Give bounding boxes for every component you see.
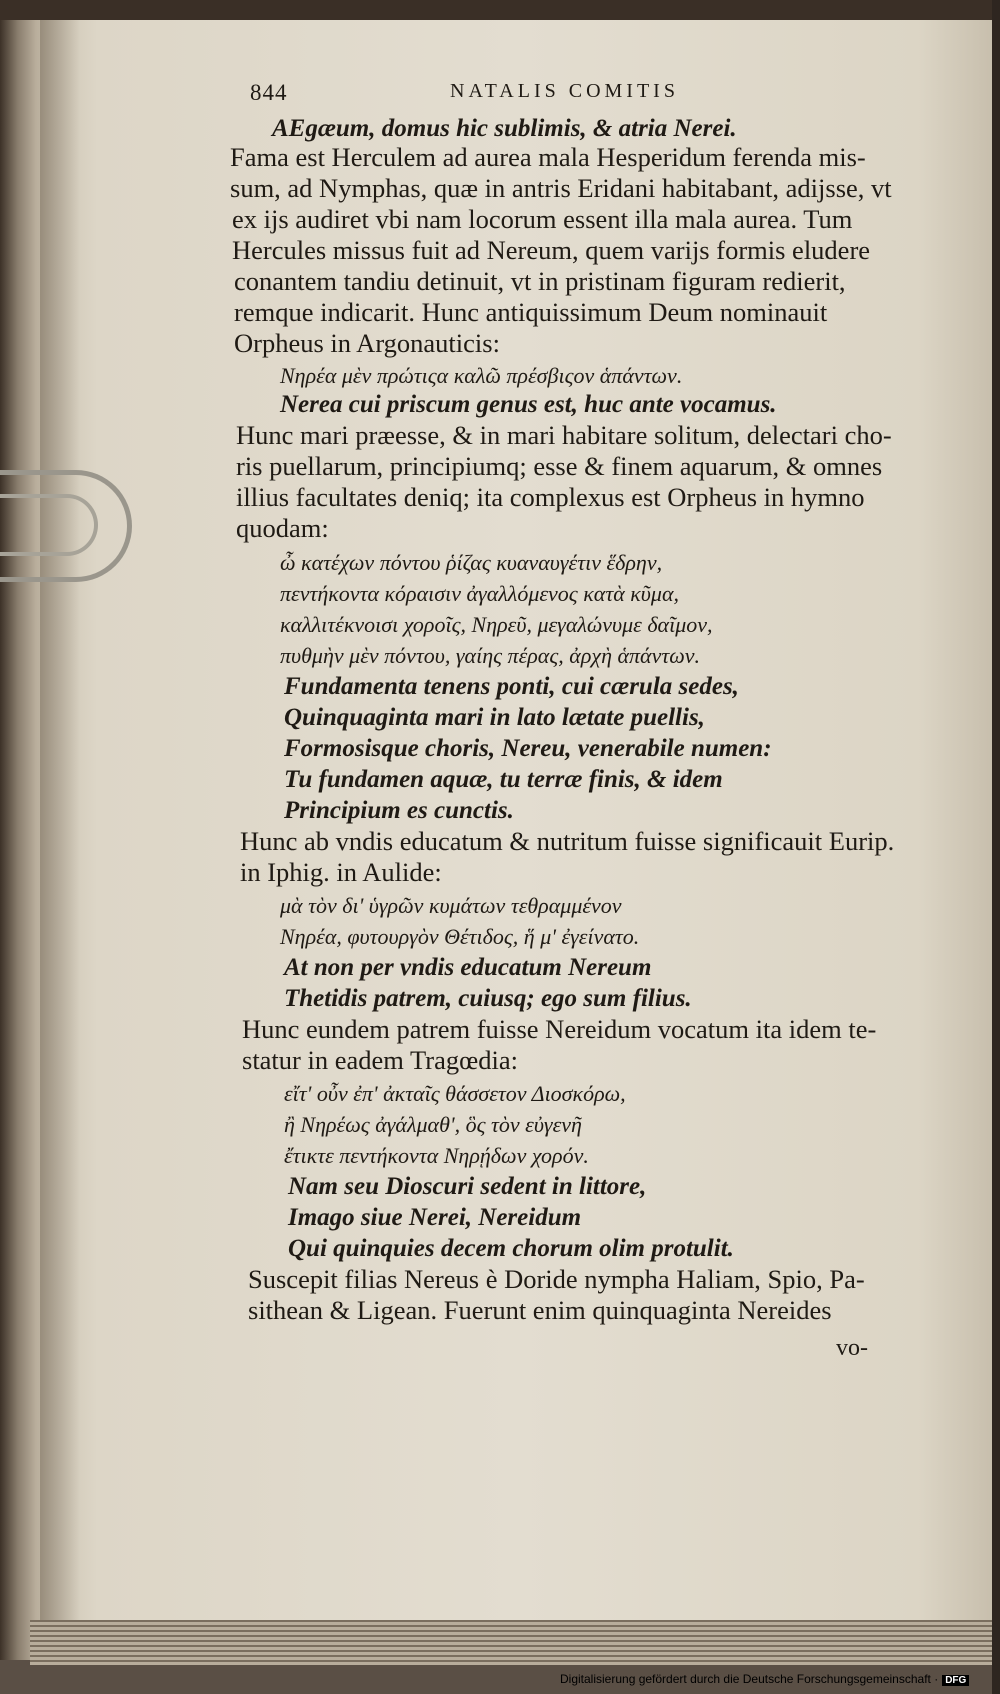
greek-line: εἴτ' οὖν ἐπ' ἀκταῖς θάσσετον Διοσκόρω, [284, 1081, 626, 1106]
text-line: illius facultates deniq; ita complexus est Orpheus in hymno [236, 482, 865, 512]
scan-right-edge [992, 0, 1000, 1694]
digitization-footer [560, 1672, 1000, 1692]
footer-text: Digitalisierung gefördert durch die Deutsche Forschungsgemeinschaft · [560, 1672, 939, 1686]
text-line: Hunc mari præesse, & in mari habitare solitum, delectari cho- [236, 420, 892, 450]
paper-clip-icon [0, 470, 138, 582]
text-line: conantem tandiu detinuit, vt in pristinam figuram redierit, [234, 266, 846, 296]
text-line: Hunc ab vndis educatum & nutritum fuisse significauit Eurip. [240, 826, 895, 856]
text-line: Hercules missus fuit ad Nereum, quem varijs formis eludere [232, 235, 871, 265]
text-line: in Iphig. in Aulide: [240, 857, 442, 887]
page-header [250, 80, 930, 110]
text-line: sum, ad Nymphas, quæ in antris Eridani habitabant, adijsse, vt [230, 173, 892, 203]
verse-line: Tu fundamen aquæ, tu terræ finis, & idem [284, 766, 723, 793]
catchword: vo- [836, 1335, 868, 1361]
text-line: remque indicarit. Hunc antiquissimum Deum nominauit [234, 297, 828, 327]
text-line: ex ijs audiret vbi nam locorum essent illa mala aurea. Tum [232, 204, 853, 234]
verse-line: Fundamenta tenens ponti, cui cærula sedes, [284, 673, 739, 700]
greek-line: Νηρέα μὲν πρώτιςα καλῶ πρέσβιςον ἁπάντων. [280, 363, 683, 388]
text-line: Orpheus in Argonauticis: [234, 328, 500, 358]
text-line: statur in eadem Tragœdia: [242, 1045, 518, 1075]
text-line: sithean & Ligean. Fuerunt enim quinquaginta Nereides [248, 1295, 832, 1325]
text-line: Fama est Herculem ad aurea mala Hesperidum ferenda mis- [230, 142, 866, 172]
verse-line: At non per vndis educatum Nereum [284, 954, 652, 981]
text-line: Hunc eundem patrem fuisse Nereidum vocatum ita idem te- [242, 1014, 877, 1044]
greek-line: ἢ Νηρέως ἀγάλμαθ', ὃς τὸν εὐγενῆ [284, 1112, 582, 1137]
gutter-shadow [40, 20, 80, 1660]
greek-line: πεντήκοντα κόραισιν ἀγαλλόμενος κατὰ κῦμα, [280, 581, 679, 606]
dfg-logo: DFG [942, 1675, 969, 1686]
page-number: 844 [250, 80, 288, 105]
verse-line: Formosisque choris, Nereu, venerabile numen: [284, 735, 772, 762]
running-head: NATALIS COMITIS [450, 80, 679, 102]
verse-line: Principium es cunctis. [284, 797, 514, 824]
greek-line: Νηρέα, φυτουργὸν Θέτιδος, ἥ μ' ἐγείνατο. [280, 924, 640, 949]
verse-line: Quinquaginta mari in lato lætate puellis, [284, 704, 705, 731]
greek-line: μὰ τὸν δι' ὑγρῶν κυμάτων τεθραμμένον [280, 893, 622, 918]
text-line: Suscepit filias Nereus è Doride nympha Haliam, Spio, Pa- [248, 1264, 865, 1294]
greek-line: πυθμὴν μὲν πόντου, γαίης πέρας, ἀρχὴ ἁπάντων. [280, 643, 701, 668]
scan-top-edge [0, 0, 1000, 22]
verse-line: AEgæum, domus hic sublimis, & atria Nerei. [272, 115, 737, 142]
verse-line: Qui quinquies decem chorum olim protulit. [288, 1235, 734, 1262]
verse-line: Thetidis patrem, cuiusq; ego sum filius. [284, 985, 692, 1012]
greek-line: καλλιτέκνοισι χοροῖς, Νηρεῦ, μεγαλώνυμε δαῖμον, [280, 612, 713, 637]
greek-line: ἔτικτε πεντήκοντα Νηρῄδων χορόν. [284, 1143, 589, 1168]
page-stack-bottom [30, 1620, 995, 1665]
verse-line: Nam seu Dioscuri sedent in littore, [288, 1173, 647, 1200]
text-line: quodam: [236, 513, 329, 543]
text-line: ris puellarum, principiumq; esse & finem aquarum, & omnes [236, 451, 883, 481]
verse-line: Imago siue Nerei, Nereidum [288, 1204, 582, 1231]
greek-line: ὦ κατέχων πόντου ῥίζας κυαναυγέτιν ἕδρην, [280, 550, 663, 575]
verse-line: Nerea cui priscum genus est, huc ante vocamus. [280, 391, 777, 418]
